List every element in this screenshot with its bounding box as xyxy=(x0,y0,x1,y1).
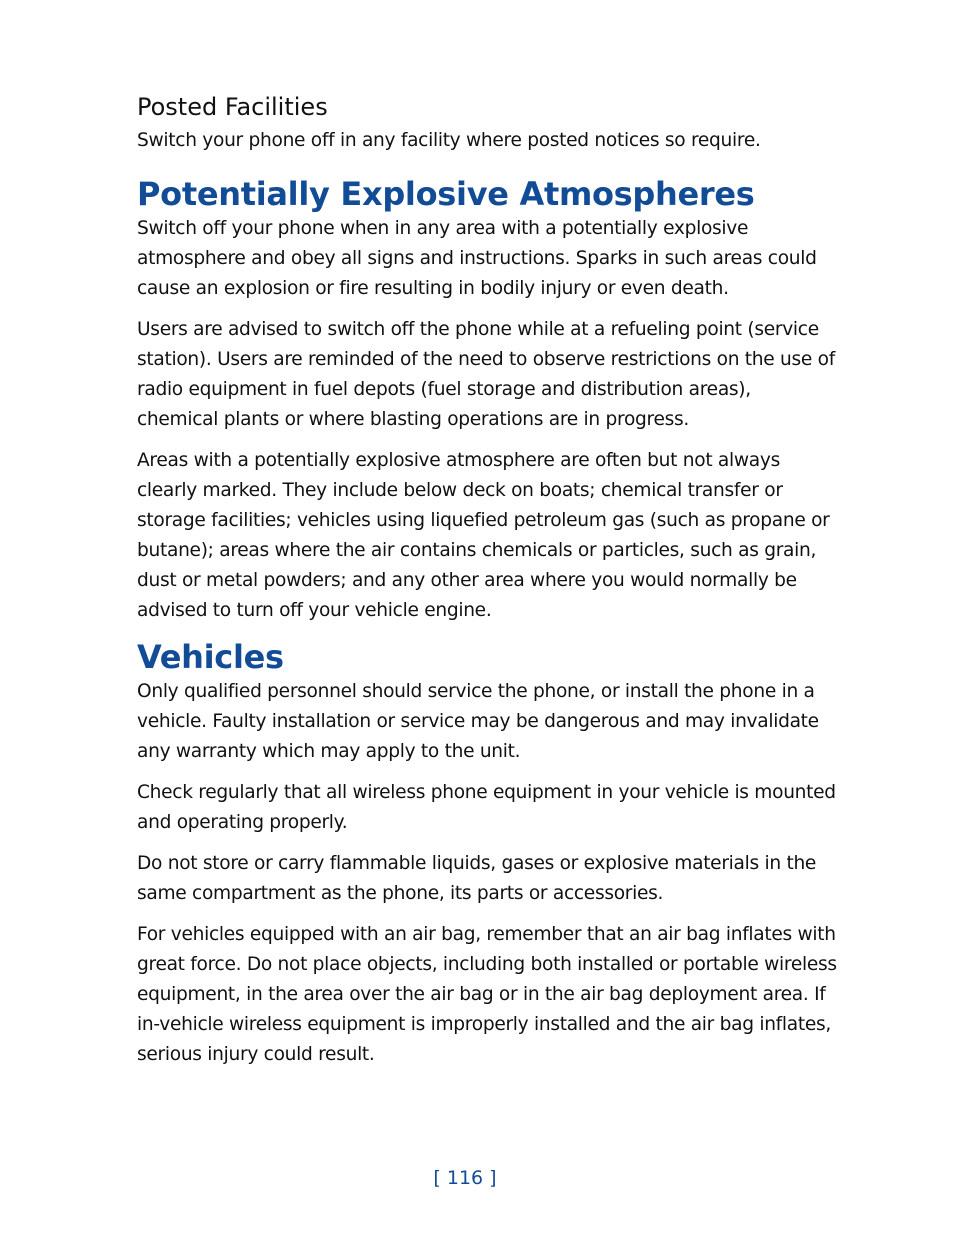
vehicles-heading: Vehicles xyxy=(137,638,284,676)
vehicles-paragraph-3: Do not store or carry flammable liquids, gases or explosive materials in the same compartment as the phone, its parts or accessories. xyxy=(137,853,817,904)
explosive-paragraph-1: Switch off your phone when in any area with a potentially explosive atmosphere and obey all signs and instructions. Sparks in such areas could cause an explosion or fire resulting in bodily injury or even death. xyxy=(137,218,817,299)
vehicles-paragraph-4: For vehicles equipped with an air bag, remember that an air bag inflates with great force. Do not place objects, including both installed or portable wireless equipment, in the area over the air bag or in the air bag deployment area. If in-vehicle wireless equipment is improperly installed and the air bag inflates, serious injury could result. xyxy=(137,924,837,1065)
posted-facilities-paragraph: Switch your phone off in any facility where posted notices so require. xyxy=(137,130,761,151)
explosive-paragraph-2: Users are advised to switch off the phone while at a refueling point (service station). Users are reminded of the need to observe restrictions on the use of radio equipment in fuel depots (fuel storage and distribution areas), chemical plants or where blasting operations are in progress. xyxy=(137,319,835,430)
vehicles-paragraph-2: Check regularly that all wireless phone equipment in your vehicle is mounted and operating properly. xyxy=(137,782,836,833)
posted-facilities-heading: Posted Facilities xyxy=(137,93,328,121)
page-number: [ 116 ] xyxy=(433,1167,497,1189)
explosive-atmospheres-heading: Potentially Explosive Atmospheres xyxy=(137,175,755,213)
vehicles-paragraph-1: Only qualified personnel should service the phone, or install the phone in a vehicle. Faulty installation or service may be dangerous and may invalidate any warranty which may apply to the unit. xyxy=(137,681,819,762)
explosive-paragraph-3: Areas with a potentially explosive atmosphere are often but not always clearly marked. They include below deck on boats; chemical transfer or storage facilities; vehicles using liquefied petroleum gas (such as propane or butane); areas where the air contains chemicals or particles, such as grain, dust or metal powders; and any other area where you would normally be advised to turn off your vehicle engine. xyxy=(137,450,830,621)
page-content xyxy=(137,88,837,1081)
